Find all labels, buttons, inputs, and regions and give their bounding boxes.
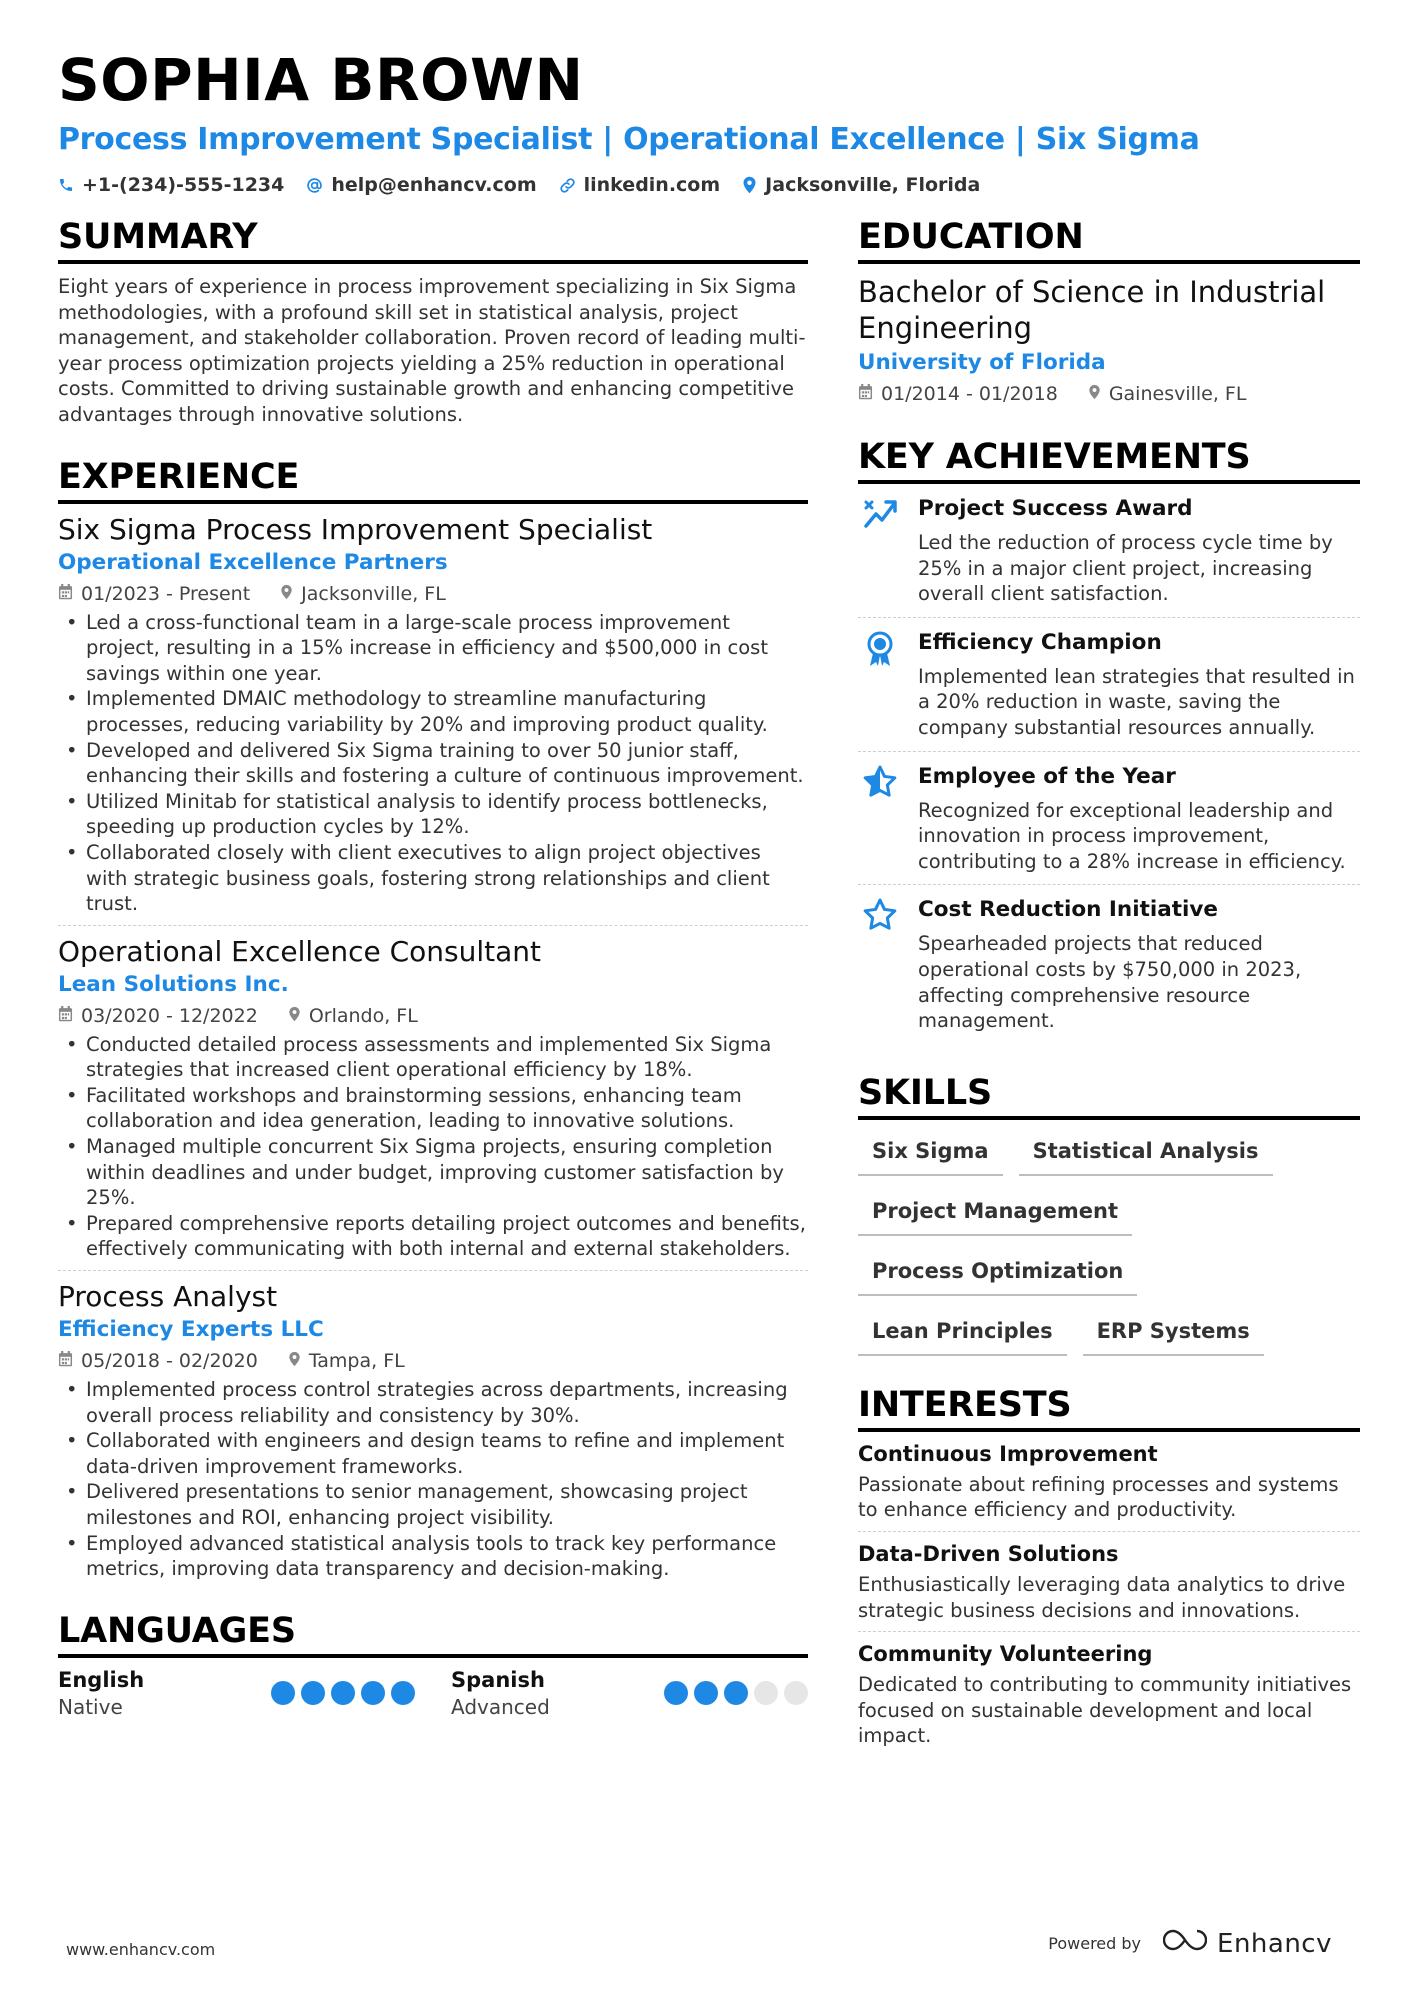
skill-tag: Lean Principles bbox=[858, 1312, 1067, 1356]
job-dates-text: 05/2018 - 02/2020 bbox=[81, 1350, 258, 1373]
achievement-body bbox=[918, 494, 1360, 607]
achievement-desc: Spearheaded projects that reduced operational costs by $750,000 in 2023, affecting comprehensive resource management. bbox=[918, 932, 1302, 1033]
interest-title: Data-Driven Solutions bbox=[858, 1541, 1119, 1566]
contact-bar bbox=[58, 174, 1358, 196]
section-title-interests: INTERESTS bbox=[858, 1384, 1360, 1432]
interest-item bbox=[858, 1532, 1360, 1632]
section-title-experience: EXPERIENCE bbox=[58, 456, 808, 504]
rating-dot-filled bbox=[331, 1681, 355, 1705]
job-location bbox=[288, 1347, 405, 1375]
skills-list bbox=[858, 1132, 1360, 1356]
map-pin-icon bbox=[742, 176, 757, 194]
education-meta bbox=[858, 380, 1360, 408]
interests-section bbox=[858, 1384, 1360, 1757]
interest-item bbox=[858, 1432, 1360, 1532]
job-title: Operational Excellence Consultant bbox=[58, 934, 542, 968]
job-bullet: • Utilized Minitab for statistical analysis to identify process bottlenecks, speeding up production cycles by 12%. bbox=[58, 789, 808, 840]
left-column bbox=[58, 216, 808, 1748]
experience-entry bbox=[58, 1271, 808, 1590]
job-meta bbox=[58, 580, 808, 608]
interest-title: Community Volunteering bbox=[858, 1642, 1153, 1667]
job-bullet: • Employed advanced statistical analysis tools to track key performance metrics, improving data transparency and decision-making. bbox=[58, 1531, 808, 1582]
company-name: Operational Excellence Partners bbox=[58, 549, 448, 575]
language-level: Native bbox=[58, 1694, 123, 1719]
job-bullet: • Led a cross-functional team in a large-scale process improvement project, resulting in a 15% increase in efficiency and $500,000 in cost savings within one year. bbox=[58, 610, 808, 687]
contact-email[interactable] bbox=[306, 174, 536, 196]
interest-desc: Enthusiastically leveraging data analytics to drive strategic business decisions and innovations. bbox=[858, 1572, 1346, 1622]
linkedin-text: linkedin.com bbox=[583, 174, 721, 196]
map-pin-icon bbox=[288, 1002, 301, 1030]
education-location bbox=[1088, 380, 1247, 408]
job-dates bbox=[58, 1347, 258, 1375]
right-column bbox=[858, 216, 1360, 1785]
achievement-title: Efficiency Champion bbox=[918, 629, 1162, 655]
job-bullet: • Collaborated with engineers and design teams to refine and implement data-driven improvement frameworks. bbox=[58, 1428, 808, 1479]
skills-row-break bbox=[1148, 1192, 1248, 1236]
candidate-headline: Process Improvement Specialist | Operational Excellence | Six Sigma bbox=[58, 122, 1200, 157]
map-pin-icon bbox=[1088, 380, 1101, 408]
map-pin-icon bbox=[288, 1347, 301, 1375]
job-dates-text: 03/2020 - 12/2022 bbox=[81, 1004, 258, 1027]
achievement-item bbox=[858, 618, 1360, 752]
brand-logo[interactable] bbox=[1163, 1928, 1332, 1959]
achievement-body bbox=[918, 895, 1360, 1033]
interest-desc: Passionate about refining processes and systems to enhance efficiency and productivity. bbox=[858, 1472, 1339, 1522]
language-rating bbox=[664, 1681, 808, 1705]
job-bullet: • Developed and delivered Six Sigma training to over 50 junior staff, enhancing their skills and fostering a culture of continuous improvement. bbox=[58, 738, 808, 789]
section-title-languages: LANGUAGES bbox=[58, 1610, 808, 1658]
language-level: Advanced bbox=[451, 1694, 550, 1719]
calendar-icon bbox=[58, 1002, 73, 1030]
at-sign-icon bbox=[306, 177, 323, 194]
skills-section bbox=[858, 1072, 1360, 1356]
award-ribbon-icon bbox=[858, 628, 902, 741]
job-title: Process Analyst bbox=[58, 1280, 278, 1314]
interest-desc: Dedicated to contributing to community initiatives focused on sustainable development and local impact. bbox=[858, 1673, 1352, 1748]
achievement-item bbox=[858, 752, 1360, 886]
email-text: help@enhancv.com bbox=[331, 174, 537, 196]
language-rating bbox=[271, 1681, 415, 1705]
language-name: English bbox=[58, 1667, 145, 1692]
achievement-item bbox=[858, 484, 1360, 618]
language-item bbox=[451, 1666, 808, 1720]
interest-title: Continuous Improvement bbox=[858, 1441, 1158, 1466]
calendar-icon bbox=[58, 1347, 73, 1375]
rating-dot-filled bbox=[271, 1681, 295, 1705]
rating-dot-filled bbox=[301, 1681, 325, 1705]
job-location-text: Jacksonville, FL bbox=[301, 582, 446, 605]
link-icon bbox=[559, 177, 576, 194]
interest-item bbox=[858, 1632, 1360, 1757]
achievement-desc: Led the reduction of process cycle time by 25% in a major client project, increasing overall client satisfaction. bbox=[918, 531, 1333, 606]
growth-arrow-icon bbox=[858, 494, 902, 607]
company-name: Efficiency Experts LLC bbox=[58, 1317, 324, 1343]
job-bullet: • Collaborated closely with client executives to align project objectives with strategic business goals, fostering strong relationships and client trust. bbox=[58, 840, 808, 917]
powered-by-label: Powered by bbox=[1048, 1934, 1142, 1953]
map-pin-icon bbox=[280, 580, 293, 608]
contact-location bbox=[742, 174, 980, 196]
education-dates-text: 01/2014 - 01/2018 bbox=[881, 383, 1058, 405]
section-title-education: EDUCATION bbox=[858, 216, 1360, 264]
language-item bbox=[58, 1666, 415, 1720]
star-half-icon bbox=[858, 762, 902, 875]
achievement-desc: Recognized for exceptional leadership and innovation in process improvement, contributing to a 28% increase in efficiency. bbox=[918, 798, 1346, 873]
summary-text: Eight years of experience in process improvement specializing in Six Sigma methodologies, with a profound skill set in statistical analysis, project management, and stakeholder collaboration. Proven record of leading multi-year process optimization projects yielding a 25% reduction in operational costs. Committed to driving sustainable growth and enhancing competitive advantages through innovative solutions. bbox=[58, 275, 806, 426]
job-dates bbox=[58, 1002, 258, 1030]
candidate-name: SOPHIA BROWN bbox=[58, 46, 584, 114]
location-text: Jacksonville, Florida bbox=[765, 174, 981, 196]
brand-name: Enhancv bbox=[1217, 1928, 1332, 1959]
job-dates bbox=[58, 580, 250, 608]
experience-section bbox=[58, 456, 808, 1590]
contact-linkedin[interactable] bbox=[559, 174, 721, 196]
achievement-item bbox=[858, 885, 1360, 1043]
skill-tag: Project Management bbox=[858, 1192, 1132, 1236]
job-location bbox=[280, 580, 446, 608]
rating-dot-filled bbox=[724, 1681, 748, 1705]
education-section bbox=[858, 216, 1360, 408]
job-bullet: • Prepared comprehensive reports detailing project outcomes and benefits, effectively communicating with both internal and external stakeholders. bbox=[58, 1211, 808, 1262]
language-name: Spanish bbox=[451, 1667, 545, 1692]
rating-dot-filled bbox=[664, 1681, 688, 1705]
rating-dot-filled bbox=[391, 1681, 415, 1705]
skill-tag: Statistical Analysis bbox=[1019, 1132, 1273, 1176]
job-bullet: • Implemented DMAIC methodology to streamline manufacturing processes, reducing variability by 20% and improving product quality. bbox=[58, 686, 808, 737]
resume-header bbox=[58, 44, 1358, 196]
skill-tag: Six Sigma bbox=[858, 1132, 1003, 1176]
job-location-text: Tampa, FL bbox=[308, 1350, 405, 1373]
rating-dot-empty bbox=[754, 1681, 778, 1705]
job-bullet: • Managed multiple concurrent Six Sigma projects, ensuring completion within deadlines and under budget, improving customer satisfaction by 25%. bbox=[58, 1134, 808, 1211]
achievement-title: Employee of the Year bbox=[918, 763, 1176, 789]
job-title: Six Sigma Process Improvement Specialist bbox=[58, 512, 653, 546]
education-school: University of Florida bbox=[858, 350, 1106, 375]
calendar-icon bbox=[858, 380, 873, 408]
contact-phone[interactable] bbox=[58, 174, 284, 196]
star-outline-icon bbox=[858, 895, 902, 1033]
section-title-summary: SUMMARY bbox=[58, 216, 808, 264]
languages-section bbox=[58, 1610, 808, 1720]
achievement-title: Cost Reduction Initiative bbox=[918, 897, 1218, 923]
phone-icon bbox=[58, 177, 74, 193]
section-title-skills: SKILLS bbox=[858, 1072, 1360, 1120]
job-location bbox=[288, 1002, 418, 1030]
section-title-achievements: KEY ACHIEVEMENTS bbox=[858, 436, 1360, 484]
job-bullets bbox=[58, 610, 808, 917]
education-location-text: Gainesville, FL bbox=[1108, 383, 1247, 405]
job-bullets bbox=[58, 1377, 808, 1582]
experience-entry bbox=[58, 926, 808, 1271]
rating-dot-filled bbox=[361, 1681, 385, 1705]
job-bullet: • Conducted detailed process assessments and implemented Six Sigma strategies that increased client operational efficiency by 18%. bbox=[58, 1032, 808, 1083]
company-name: Lean Solutions Inc. bbox=[58, 971, 289, 997]
job-location-text: Orlando, FL bbox=[308, 1004, 418, 1027]
summary-section bbox=[58, 216, 808, 428]
job-meta bbox=[58, 1002, 808, 1030]
rating-dot-empty bbox=[784, 1681, 808, 1705]
infinity-logo-icon bbox=[1163, 1928, 1207, 1959]
job-bullet: • Facilitated workshops and brainstorming sessions, enhancing team collaboration and idea generation, leading to innovative solutions. bbox=[58, 1083, 808, 1134]
job-meta bbox=[58, 1347, 808, 1375]
job-dates-text: 01/2023 - Present bbox=[81, 582, 251, 605]
phone-text: +1-(234)-555-1234 bbox=[82, 174, 285, 196]
language-text bbox=[58, 1666, 144, 1720]
experience-entry bbox=[58, 504, 808, 926]
achievements-section bbox=[858, 436, 1360, 1044]
footer-branding bbox=[1048, 1928, 1332, 1959]
education-degree: Bachelor of Science in Industrial Engineering bbox=[858, 275, 1326, 345]
skill-tag: Process Optimization bbox=[858, 1252, 1137, 1296]
job-bullet: • Delivered presentations to senior management, showcasing project milestones and ROI, enhancing project visibility. bbox=[58, 1479, 808, 1530]
calendar-icon bbox=[58, 580, 73, 608]
achievement-title: Project Success Award bbox=[918, 496, 1193, 521]
achievement-body bbox=[918, 628, 1360, 741]
achievement-body bbox=[918, 762, 1360, 875]
achievement-desc: Implemented lean strategies that resulted in a 20% reduction in waste, saving the company substantial resources annually. bbox=[918, 664, 1355, 739]
rating-dot-filled bbox=[694, 1681, 718, 1705]
footer-website[interactable]: www.enhancv.com bbox=[66, 1940, 216, 1959]
languages-list bbox=[58, 1666, 808, 1720]
education-dates bbox=[858, 380, 1058, 408]
language-text bbox=[451, 1666, 550, 1720]
job-bullets bbox=[58, 1032, 808, 1262]
skill-tag: ERP Systems bbox=[1083, 1312, 1264, 1356]
job-bullet: • Implemented process control strategies across departments, increasing overall process reliability and consistency by 30%. bbox=[58, 1377, 808, 1428]
